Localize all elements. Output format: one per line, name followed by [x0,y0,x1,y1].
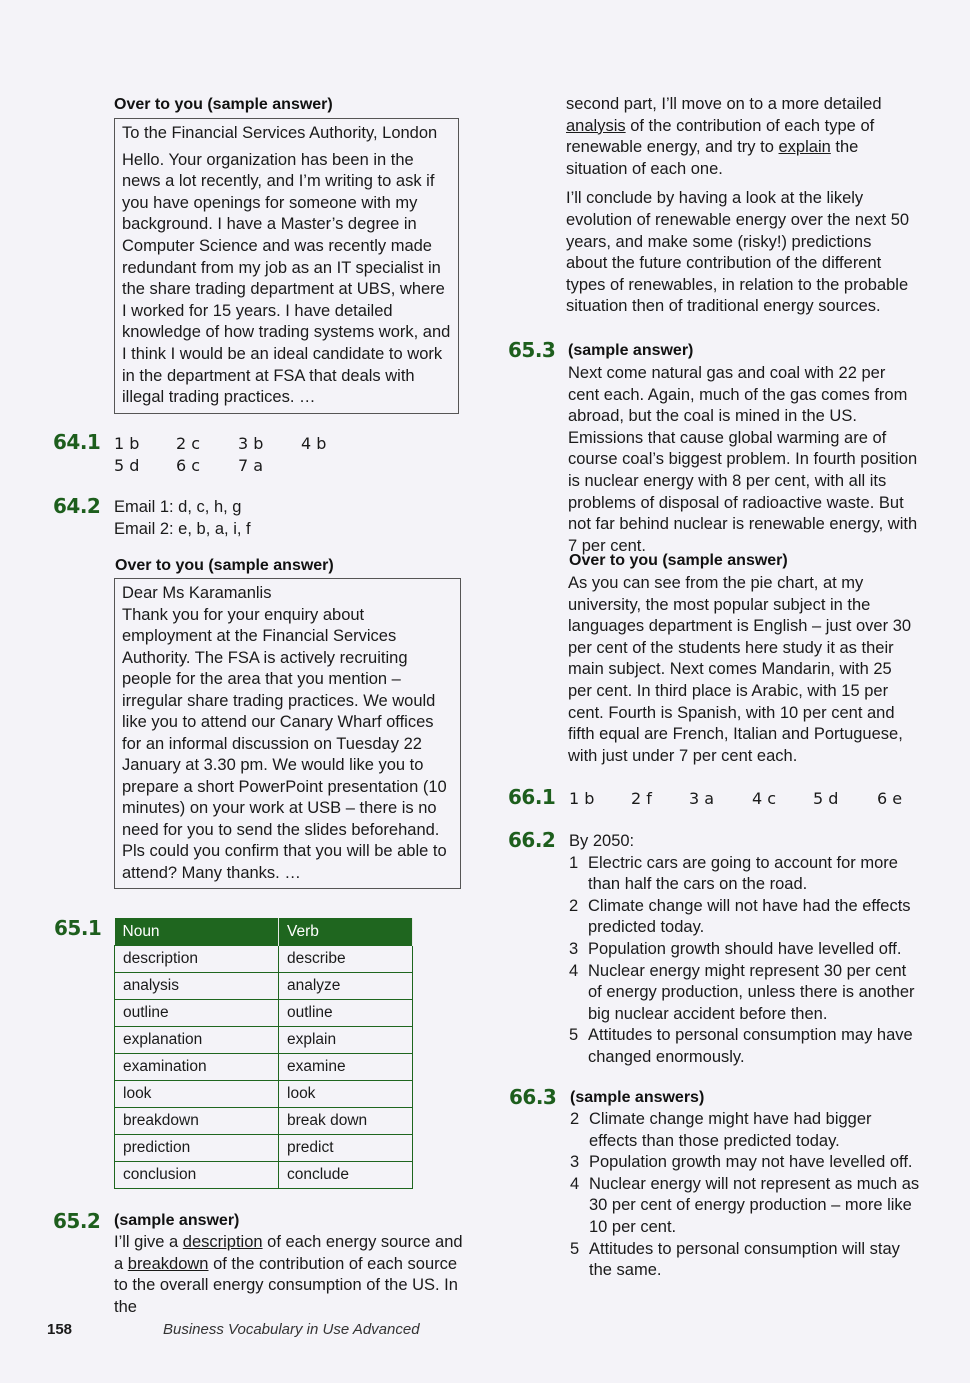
table-row [115,1108,413,1135]
verb-cell: predict [279,1135,413,1162]
sample-answer-heading-65-2: (sample answer) [114,1212,240,1229]
over-to-you-heading-3: Over to you (sample answer) [569,552,788,569]
answer-item: 1 b [569,789,595,808]
text-run: the situation of each one. [566,138,859,178]
item-number: 2 [570,1110,580,1128]
letter-salutation: Dear Ms Karamanlis [122,584,272,602]
list-item [570,1239,920,1282]
letter-body: Thank you for your enquiry about employment at the Financial Services Authority. The FSA is actively recruiting people for the area that you mention – irregular share trading practices. We would like you to attend our Canary Wharf offices for an informal discussion on Tuesday 22 January at 3.30 pm. We would like you to prepare a short PowerPoint presentation (10 minutes) on your work at USB – there is no need for you to send the slides beforehand. Pls could you confirm that you will be able to attend? Many thanks. … [122,605,447,882]
table-row [115,1135,413,1162]
list-item [569,853,919,896]
verb-cell: outline [279,1000,413,1027]
answer-item: 2 f [631,789,652,808]
email-2-order: Email 2: e, b, a, i, f [114,519,251,538]
exercise-number-65-2: 65.2 [53,1209,101,1233]
exercise-number-65-1: 65.1 [54,916,102,940]
item-text: Attitudes to personal consumption will stay the same. [589,1239,900,1280]
item-number: 3 [569,939,579,958]
noun-cell: explanation [115,1027,279,1054]
intro-text: By 2050: [569,832,635,850]
list-item [569,961,919,1026]
answer-text-65-2 [114,1232,464,1318]
list-item [569,1025,919,1068]
text-run: of the contribution of each type of renewable energy, and try to [566,116,875,157]
text-run: second part, I’ll move on to a more detailed [566,95,882,113]
table-row [115,1162,413,1189]
column-header-verb: Verb [279,918,413,946]
text-run: I’ll give a [114,1233,183,1251]
prediction-list [569,853,919,1069]
verb-cell: look [279,1081,413,1108]
sample-letter-box-2 [114,578,461,889]
exercise-number-65-3: 65.3 [508,338,556,362]
noun-cell: examination [115,1054,279,1081]
answer-item: 2 c [176,434,201,453]
letter-address: To the Financial Services Authority, London [122,124,438,142]
book-title: Business Vocabulary in Use Advanced [163,1321,420,1338]
sample-answers-list [570,1109,920,1282]
list-item [569,939,919,961]
noun-cell: description [115,946,279,973]
verb-cell: describe [279,946,413,973]
answers-64-1 [114,433,374,477]
list-item [569,896,919,939]
item-number: 4 [569,961,579,980]
exercise-number-64-1: 64.1 [53,430,101,454]
noun-cell: conclusion [115,1162,279,1189]
item-text: Climate change might have had bigger effects than those predicted today. [589,1110,872,1150]
verb-cell: conclude [279,1162,413,1189]
item-text: Electric cars are going to account for more than half the cars on the road. [588,853,898,894]
letter-body: Hello. Your organization has been in the news a lot recently, and I’m writing to ask if you have openings for someone with my background. I have a Master’s degree in Computer Science and was recently made redundant from my job as an IT specialist in the share trading department at UBS, where I worked for 15 years. I have detailed knowledge of how trading systems work, and I think I would be an ideal candidate to work in the department at FSA that deals with illegal trading practices. … [122,150,451,407]
exercise-number-64-2: 64.2 [53,494,101,518]
text-run: of the contribution of each source to the overall energy consumption of the US. In the [114,1254,458,1316]
item-number: 5 [570,1239,580,1258]
item-number: 4 [570,1174,580,1193]
underlined-term: description [182,1233,263,1251]
page-number: 158 [47,1321,73,1338]
answer-text-65-3: Next come natural gas and coal with 22 per cent each. Again, much of the gas comes from abroad, but the coal is mined in the US. Emissions that cause global warming are of course coal’s biggest problem. In fourth position is nuclear energy with 8 per cent, with all its problems of disposal of radioactive waste. But not far behind nuclear is renewable energy, with 7 per cent. [568,364,918,555]
item-text: Nuclear energy might represent 30 per cent of energy production, unless there is another big nuclear accident before then. [588,961,915,1023]
exercise-number-66-1: 66.1 [508,785,556,809]
answers-66-2 [569,831,919,1069]
answers-66-3 [570,1109,920,1282]
table-header-row [115,918,413,946]
noun-verb-table [114,918,413,1189]
answer-item: 6 e [877,789,903,808]
answer-item: 3 b [238,434,264,453]
text-run: of each energy source and a [114,1233,463,1273]
answer-item: 4 c [752,789,777,808]
exercise-number-66-3: 66.3 [509,1085,557,1109]
answers-66-1 [569,789,929,808]
item-text: Nuclear energy will not represent as much as 30 per cent of energy production – more like 10 per cent. [589,1174,920,1236]
table-row [115,973,413,1000]
table-row [115,946,413,973]
noun-cell: analysis [115,973,279,1000]
column-header-noun: Noun [115,918,279,946]
exercise-number-66-2: 66.2 [508,828,556,852]
over-to-you-text-3: As you can see from the pie chart, at my university, the most popular subject in the languages department is English – just over 30 per cent of the students here study it as their main subject. Next comes Mandarin, with 25 per cent. In third place is Arabic, with 15 per cent. Fourth is Spanish, with 10 per cent and fifth equal are French, Italian and Portuguese, with just under 7 per cent each. [568,574,912,765]
item-text: Population growth may not have levelled off. [589,1153,913,1172]
item-text: Climate change will not have had the effects predicted today. [588,896,911,937]
over-to-you-heading-1: Over to you (sample answer) [114,96,333,113]
email-1-order: Email 1: d, c, h, g [114,498,242,516]
table-row [115,1000,413,1027]
table-row [115,1027,413,1054]
answer-item: 7 a [238,456,264,475]
verb-cell: break down [279,1108,413,1135]
item-number: 5 [569,1026,579,1045]
answer-text-65-2-continued [566,94,916,318]
sample-letter-box-1 [114,118,459,414]
sample-answers-heading-66-3: (sample answers) [570,1089,705,1106]
list-item [570,1174,920,1239]
underlined-term: breakdown [127,1254,209,1273]
answer-item: 5 d [813,789,839,808]
item-number: 3 [570,1153,580,1172]
item-text: Attitudes to personal consumption may have changed enormously. [588,1026,913,1066]
item-number: 2 [569,896,579,915]
answer-item: 4 b [301,434,327,453]
answer-item: 5 d [114,456,140,475]
list-item [570,1152,920,1174]
noun-cell: breakdown [115,1108,279,1135]
sample-answer-heading-65-3: (sample answer) [568,342,694,359]
answer-item: 3 a [689,789,715,808]
noun-cell: outline [115,1000,279,1027]
item-number: 1 [569,853,579,872]
verb-cell: explain [279,1027,413,1054]
table-row [115,1081,413,1108]
answers-64-2 [114,497,251,540]
over-to-you-heading-2: Over to you (sample answer) [115,557,334,574]
answer-item: 6 c [176,456,201,475]
noun-cell: prediction [115,1135,279,1162]
table-row [115,1054,413,1081]
verb-cell: analyze [279,973,413,1000]
item-text: Population growth should have levelled off. [588,939,902,958]
list-item [570,1109,920,1152]
noun-cell: look [115,1081,279,1108]
answer-item: 1 b [114,434,140,453]
underlined-term: analysis [566,116,626,135]
underlined-term: explain [778,138,831,157]
conclusion-paragraph: I’ll conclude by having a look at the likely evolution of renewable energy over the next 50 years, and make some (risky!) predictions about the future contribution of the different types of renewables, in relation to the probable situation then of traditional energy sources. [566,189,910,316]
verb-cell: examine [279,1054,413,1081]
